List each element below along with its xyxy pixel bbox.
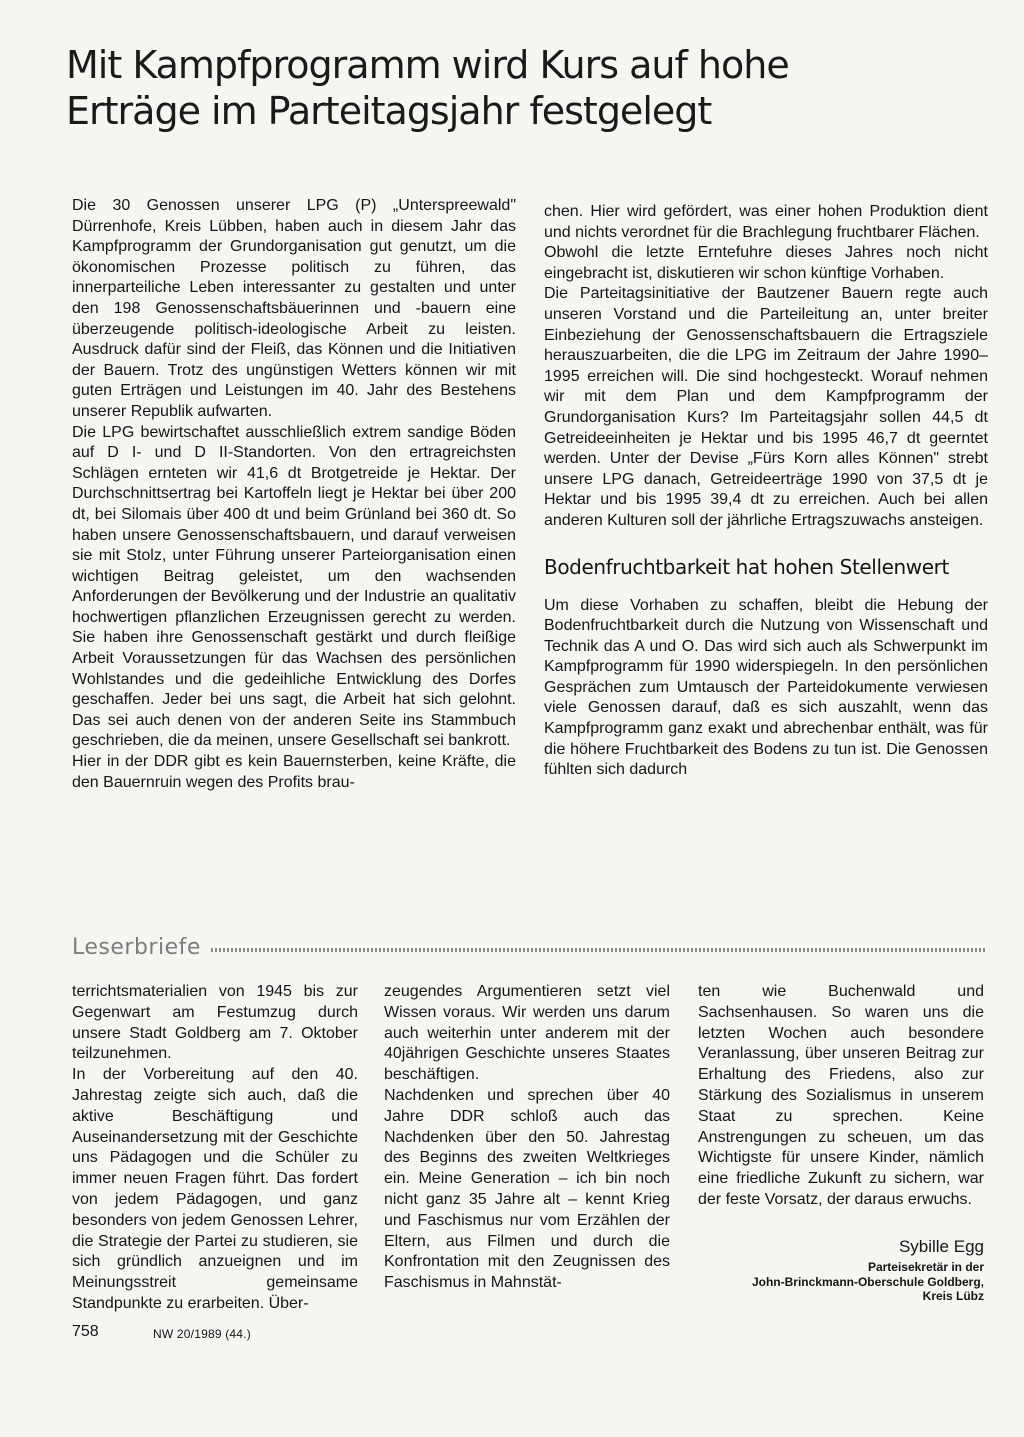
article-left-column [72, 196, 516, 793]
article-paragraph: Obwohl die letzte Erntefuhre dieses Jahres noch nicht eingebracht ist, diskutieren wir schon künftige Vorhaben. [544, 244, 988, 282]
article-subheading: Bodenfruchtbarkeit hat hohen Stellenwert [544, 554, 949, 579]
letter-paragraph: terrichtsmaterialien von 1945 bis zur Gegenwart am Festumzug durch unsere Stadt Goldberg am 7. Oktober teilzunehmen. [72, 983, 358, 1063]
article-right-column [544, 202, 988, 781]
letter-paragraph: ten wie Buchenwald und Sachsenhausen. So waren uns die letzten Wochen auch besondere Veranlassung, über unseren Beitrag zur Erhaltung des Friedens, also zur Stärkung des Sozialismus in unserem Staat zu sprechen. Keine Anstrengungen zu scheuen, um das Wichtigste für unsere Kinder, nämlich eine friedliche Zukunft zu sichern, war der feste Vorsatz, der daraus erwuchs. [698, 983, 984, 1208]
article-paragraph: Um diese Vorhaben zu schaffen, bleibt die Hebung der Bodenfruchtbarkeit durch die Nutzung von Wissenschaft und Technik das A und O. Das wird sich auch als Schwerpunkt im Kampfprogramm für 1990 widerspiegeln. In den persönlichen Gesprächen zum Umtausch der Parteidokumente verwiesen viele Genossen darauf, daß es sich auszahlt, wenn das Kampfprogramm ganz exakt und abrechenbar enthält, was für die höhere Fruchtbarkeit des Bodens zu tun ist. Die Genossen fühlten sich dadurch [544, 596, 988, 779]
issue-info: NW 20/1989 (44.) [153, 1327, 251, 1341]
headline-line-1: Mit Kampfprogramm wird Kurs auf hohe [66, 43, 789, 87]
letters-section-header [72, 934, 986, 960]
signature-name: Sybille Egg [898, 1237, 984, 1256]
article-paragraph: Hier in der DDR gibt es kein Bauernsterben, keine Kräfte, die den Bauernruin wegen des Profits brau- [72, 753, 516, 791]
headline-line-2: Erträge im Parteitagsjahr festgelegt [66, 89, 712, 133]
article-paragraph: Die Parteitagsinitiative der Bautzener Bauern regte auch unseren Vorstand und die Parteileitung an, unter breiter Einbeziehung der Genossenschaftsbauern die Ertragsziele herauszuarbeiten, die die LPG im Zeitraum der Jahre 1990–1995 erreichen will. Die sind hochgesteckt. Worauf nehmen wir mit dem Plan und dem Kampfprogramm der Grundorganisation Kurs? Im Parteitagsjahr sollen 44,5 dt Getreideeinheiten je Hektar und bis 1995 46,7 dt geerntet werden. Unter der Devise „Fürs Korn alles Können" strebt unsere LPG danach, Getreideerträge 1990 von 37,5 dt je Hektar und bis 1995 39,4 dt zu erreichen. Auch bei allen anderen Kulturen soll der jährliche Ertragszuwachs ansteigen. [544, 285, 988, 529]
signature-role: Kreis Lübz [922, 1289, 984, 1303]
letter-signature [700, 1236, 984, 1304]
letter-paragraph: In der Vorbereitung auf den 40. Jahrestag zeigte sich auch, daß die aktive Beschäftigung und Auseinandersetzung mit der Geschichte uns Pädagogen und die Schüler zu immer neuen Fragen führt. Das fordert von jedem Pädagogen, und ganz besonders von jedem Genossen Lehrer, die Strategie der Partei zu studieren, sie sich gründlich anzueignen und im Meinungsstreit gemeinsame Standpunkte zu erarbeiten. Über- [72, 1066, 358, 1312]
page-number: 758 [72, 1323, 99, 1340]
signature-role: Parteisekretär in der [867, 1260, 984, 1274]
article-paragraph: chen. Hier wird gefördert, was einer hohen Produktion dient und nichts verordnet für die Brachlegung fruchtbarer Flächen. [544, 203, 988, 241]
letter-column-2 [384, 982, 670, 1294]
article-paragraph: Die 30 Genossen unserer LPG (P) „Unterspreewald" Dürrenhofe, Kreis Lübben, haben auch in diesem Jahr das Kampfprogramm der Grundorganisation gut genutzt, um die ökonomischen Prozesse politisch zu führen, das innerparteiliche Leben interessanter zu gestalten und unter den 198 Genossenschaftsbäuerinnen und -bauern eine überzeugende politisch-ideologische Arbeit zu leisten. Ausdruck dafür sind der Fleiß, das Können und die Initiativen der Bauern. Trotz des ungünstigen Wetters können wir mit guten Erträgen und Leistungen im 40. Jahr des Bestehens unserer Republik aufwarten. [72, 197, 516, 420]
letter-column-3 [698, 982, 984, 1211]
article-headline [66, 42, 966, 134]
article-paragraph: Die LPG bewirtschaftet ausschließlich extrem sandige Böden auf D I- und D II-Standorten. Von den ertragreichsten Schlägen ernteten wir 41,6 dt Brotgetreide je Hektar. Der Durchschnittsertrag bei Kartoffeln liegt je Hektar bei über 200 dt, bei Silomais über 400 dt und beim Grünland bei 360 dt. So haben unsere Genossenschaftsbauern, und darauf verweisen sie mit Stolz, unter Führung unserer Parteiorganisation einen wichtigen Beitrag geleistet, um den wachsenden Anforderungen der Bevölkerung und der Industrie an qualitativ hochwertigen pflanzlichen Erzeugnissen gerecht zu werden. Sie haben ihre Genossenschaft gestärkt und durch fleißige Arbeit Voraussetzungen für das Wachsen des persönlichen Wohlstandes und die gedeihliche Entwicklung des Dorfes geschaffen. Jeder bei uns sagt, die Arbeit hat sich gelohnt. Das sei auch denen von der anderen Seite ins Stammbuch geschrieben, die da meinen, unsere Gesellschaft sei bankrott. [72, 423, 516, 750]
signature-role: John-Brinckmann-Oberschule Goldberg, [751, 1274, 984, 1289]
letter-paragraph: Nachdenken und sprechen über 40 Jahre DDR schloß auch das Nachdenken über den 50. Jahrestag des Beginns des zweiten Weltkrieges ein. Meine Generation – ich bin noch nicht ganz 35 Jahre alt – kennt Krieg und Faschismus nur vom Erzählen der Eltern, aus Filmen und durch die Konfrontation mit den Zeugnissen des Faschismus in Mahnstät- [384, 1086, 670, 1292]
letter-paragraph: zeugendes Argumentieren setzt viel Wissen voraus. Wir werden uns darum auch weiterhin unter anderem mit der 40jährigen Geschichte unseres Staates beschäftigen. [384, 983, 670, 1084]
letter-column-1 [72, 982, 358, 1315]
letters-section-label: Leserbriefe [72, 934, 201, 960]
section-divider [211, 948, 986, 952]
